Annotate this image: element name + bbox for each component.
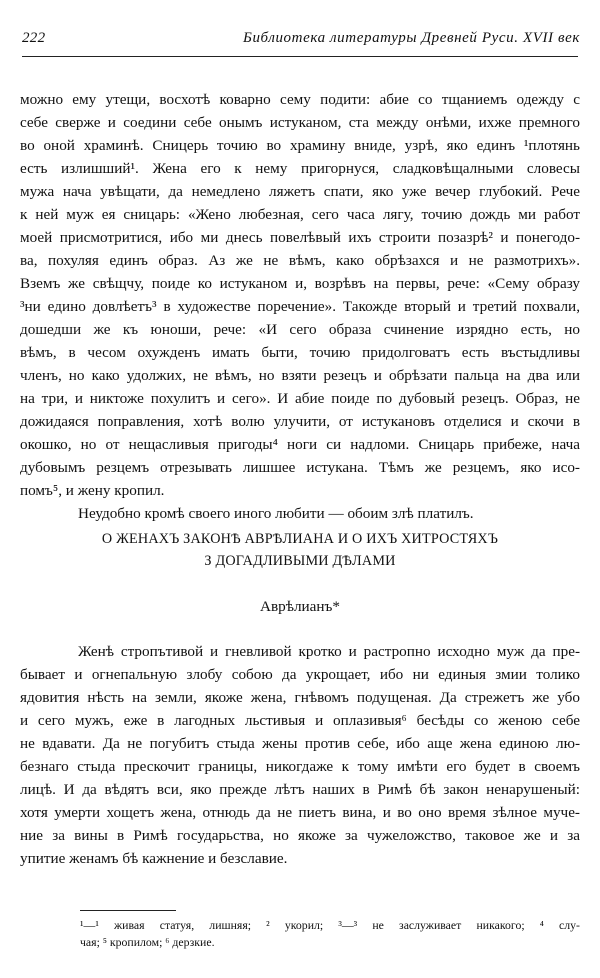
text-line: и сего мужъ, еже в лагодных льстивыя и оплазивыя⁶ бесѣды со женою себе [20,712,580,729]
text-line: Женѣ стропътивой и гневливой кротко и растропно исходно муж да пре- [78,643,580,660]
running-title: Библиотека литературы Древней Руси. XVII век [243,30,580,46]
text-line: не вдавати. Да не погубитъ стыда жены против себе, ибо аще жена единою лю- [20,735,580,752]
footnote-line: чая; ⁵ кропилом; ⁶ дерзкие. [80,935,215,949]
text-line: ³ни едино довлѣетъ³ в художестве поречение». Такожде вторый и третий похвали, [20,298,580,315]
text-line: моей присмотритися, ибо ми днесь повелѣвый ихъ строити позазрѣ² и понегодо- [20,229,580,246]
text-line: ядовития нѣсть на земли, якоже жена, гнѣвомъ подущеная. Да стрежетъ же убо [20,689,580,706]
text-line: помъ⁵, и жену кропил. [20,482,165,499]
footnotes [80,917,580,951]
text-line: есть излишший¹. Жена его к нему пригорнуся, сладковѣщалными словесы [20,160,580,177]
closing-line: Неудобно кромѣ своего иного любити — обоим злѣ платилъ. [78,505,474,522]
text-line: Вземъ же свѣщчу, поиде ко истуканом и, возрѣвъ на первы, рече: «Сему образу [20,275,580,292]
section-title-line2: З ДОГАДЛИВЫМИ ДѢЛАМИ [204,553,396,569]
text-line: мужа нача увѣщати, да немедлено ляжетъ спати, яко уже вечер глубокий. Рече [20,183,580,200]
footnote-line: ¹—¹ живая статуя, лишняя; ² укорил; ³—³ не заслуживает никакого; ⁴ слу- [80,918,580,932]
text-line: можно ему утещи, восхотѣ коварно сему подити: абие со тщаниемъ одежду с [20,91,580,108]
text-line: дубовымъ резцемъ отрезывать лишшее истукана. Тѣмъ же резцемъ, яко исо- [20,459,580,476]
text-line: упитие женамъ бѣ кажнение и безславие. [20,850,288,867]
text-line: к ней муж ея сницарь: «Жено любезная, сего часа лягу, точию дождь ми работ [20,206,580,223]
text-line: на три, и никтоже похулитъ и сего». И абие поиде по дубовый резецъ. Образ, не [20,390,580,407]
section-title-line1: О ЖЕНАХЪ ЗАКОНѢ АВРѢЛИАНА И О ИХЪ ХИТРОСТЯХЪ [101,531,499,547]
section2-text [20,640,580,870]
footnote-divider [80,910,176,911]
text-line: ва, похуляя единъ образ. Аз же не вѣмъ, како обрѣзахся и не размотрихъ». [20,252,580,269]
text-line: членъ, но како удолжих, не вѣмъ, но взяти резецъ и обрѣзати пальца на два или [20,367,580,384]
text-line: хотя умерти хощетъ жена, отнюдь да не пиетъ вина, и во оно время зѣлное муче- [20,804,580,821]
text-line: лицѣ. И да вѣдятъ вси, яко прежде лѣтъ наших в Римѣ бѣ закон ненарушеный: [20,781,580,798]
text-line: окошко, но от нещасливыя пригоды⁴ ноги си надломи. Сницарь прибеже, нача [20,436,580,453]
page-number: 222 [22,30,46,46]
text-line: вѣмъ, в чесом охужденъ имать быти, точию придолговатъ есть въстыдливы [20,344,580,361]
header-divider [22,56,578,57]
text-line: бывает и огнепальную злобу собою да укрощает, ибо ни единыя змии толико [20,666,580,683]
text-line: ние за вины в Римѣ государьства, но якоже за чужеложство, таковое же и за [20,827,580,844]
text-line: себе сверже и соедини себе онымъ истуканом, ста между онѣми, ихже премного [20,114,580,131]
text-line: во оной храминѣ. Сницерь точию во храмину вниде, узрѣ, яко единъ ¹плотянь [20,137,580,154]
section-subtitle: Аврѣлианъ* [259,598,340,615]
text-line: дошедши же къ юноши, рече: «И сего образа счинение изрядно есть, но [20,321,580,338]
section1-text [20,88,580,525]
text-line: дожидаяся поправления, хотѣ волю улучити, от истукановъ отделися и скочи в [20,413,580,430]
page-header [22,30,580,56]
text-line: безнаго стыда прескочит границы, никогдаже к тому имѣти его будет в своемъ [20,758,580,775]
